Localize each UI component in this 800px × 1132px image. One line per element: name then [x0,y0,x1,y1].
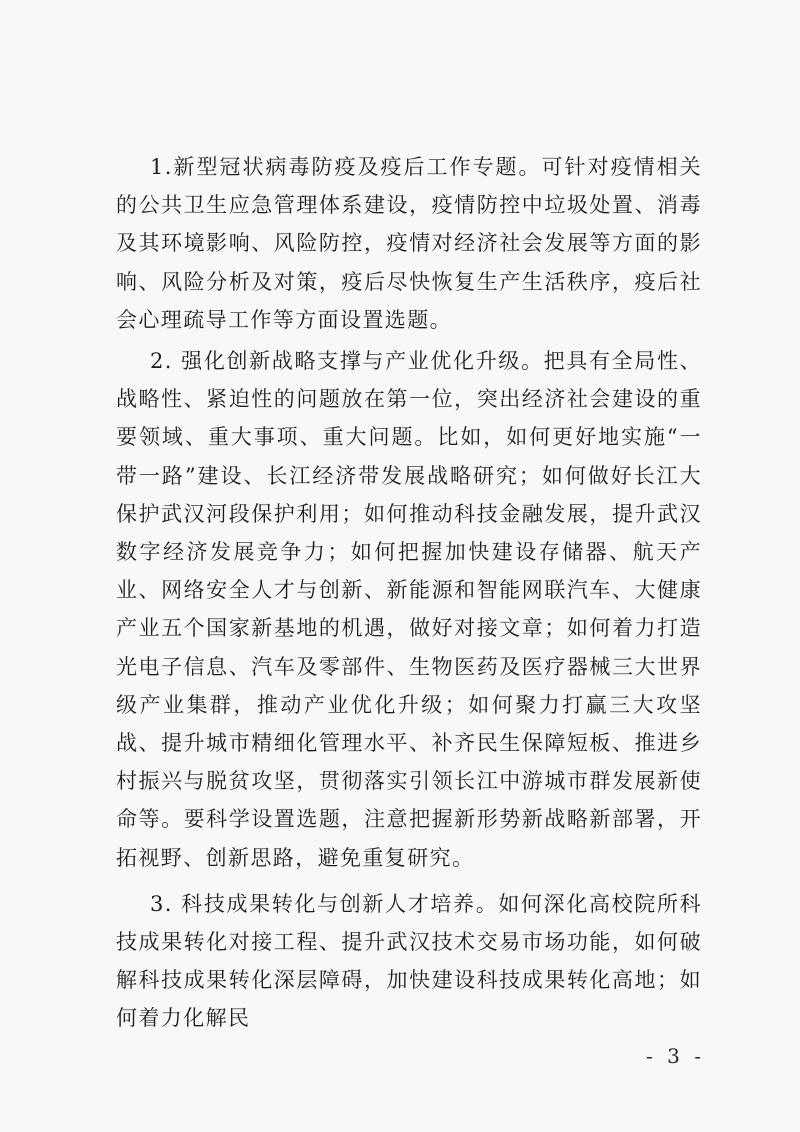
page-number: - 3 - [646,1044,705,1068]
paragraph-2: 2. 强化创新战略支撑与产业优化升级。把具有全局性、战略性、紧迫性的问题放在第一位，突出经济社会建设的重要领域、重大事项、重大问题。比如，如何更好地实施“一带一路”建设、长江经济带发展战略研究；如何做好长江大保护武汉河段保护利用；如何推动科技金融发展，提升武汉数字经济发展竞争力；如何把握加快建设存储器、航天产业、网络安全人才与创新、新能源和智能网联汽车、大健康产业五个国家新基地的机遇，做好对接文章；如何着力打造光电子信息、汽车及零部件、生物医药及医疗器械三大世界级产业集群，推动产业优化升级；如何聚力打赢三大攻坚战、提升城市精细化管理水平、补齐民生保障短板、推进乡村振兴与脱贫攻坚，贯彻落实引领长江中游城市群发展新使命等。要科学设置选题，注意把握新形势新战略新部署，开拓视野、创新思路，避免重复研究。 [116,349,702,870]
document-body [116,148,702,1038]
paragraph-1: 1.新型冠状病毒防疫及疫后工作专题。可针对疫情相关的公共卫生应急管理体系建设，疫情防控中垃圾处置、消毒及其环境影响、风险防控，疫情对经济社会发展等方面的影响、风险分析及对策，疫后尽快恢复生产生活秩序，疫后社会心理疏导工作等方面设置选题。 [116,155,702,332]
paragraph-3: 3. 科技成果转化与创新人才培养。如何深化高校院所科技成果转化对接工程、提升武汉技术交易市场功能，如何破解科技成果转化深层障碍，加快建设科技成果转化高地；如何着力化解民 [116,891,702,1031]
